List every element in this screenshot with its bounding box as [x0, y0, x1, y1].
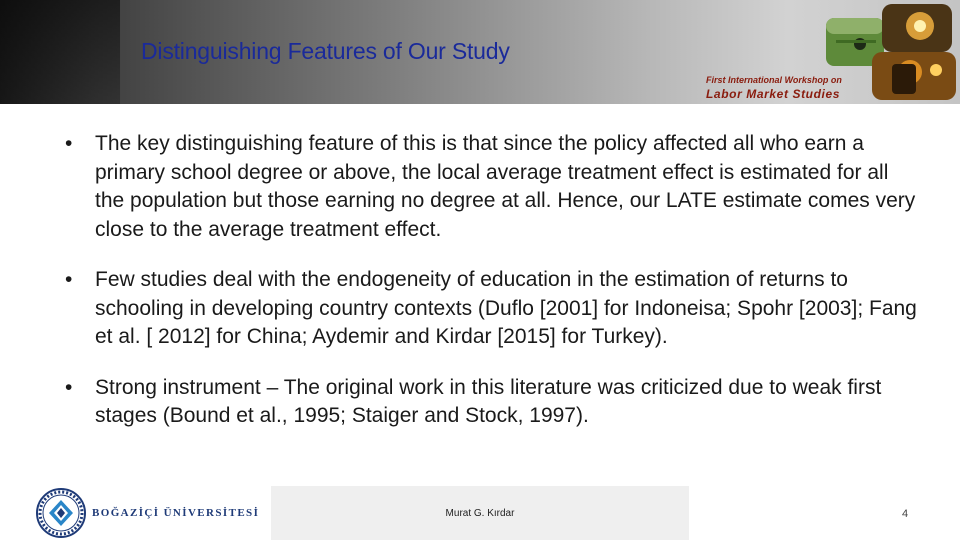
slide-content [58, 130, 918, 431]
workshop-label-line2: Labor Market Studies [706, 87, 841, 101]
university-name: BOĞAZİÇİ ÜNİVERSİTESİ [92, 507, 260, 519]
bullet-text: Few studies deal with the endogeneity of education in the estimation of returns to schooling in developing country contexts (Duflo [2001] for Indoneisa; Spohr [2003]; Fang et al. [ 2012] for China; Aydemir and Kirdar [2015] for Turkey). [95, 268, 917, 348]
footer-box [271, 486, 689, 540]
bullet-item [58, 130, 918, 244]
university-seal-icon [35, 487, 87, 539]
footer-author: Murat G. Kırdar [445, 508, 515, 519]
bullet-item [58, 266, 918, 352]
bullet-marker: • [65, 132, 73, 155]
bullet-marker: • [65, 375, 73, 399]
workshop-label [706, 76, 842, 100]
page-number: 4 [902, 508, 909, 520]
bullet-text: The key distinguishing feature of this is that since the policy affected all who earn a primary school degree or above, the local average treatment effect is estimated for all the population but those earning no degree at all. Hence, our LATE estimate comes very close to the average treatment effect. [95, 132, 916, 241]
slide-title: Distinguishing Features of Our Study [141, 38, 510, 64]
slide-header [0, 0, 960, 104]
bullet-marker: • [65, 268, 73, 291]
bullet-item [58, 374, 918, 431]
workshop-label-line1: First International Workshop on [706, 75, 842, 85]
bullet-text: Strong instrument – The original work in this literature was criticized due to weak first stages (Bound et al., 1995; Staiger and Stock, 1997). [95, 375, 882, 427]
